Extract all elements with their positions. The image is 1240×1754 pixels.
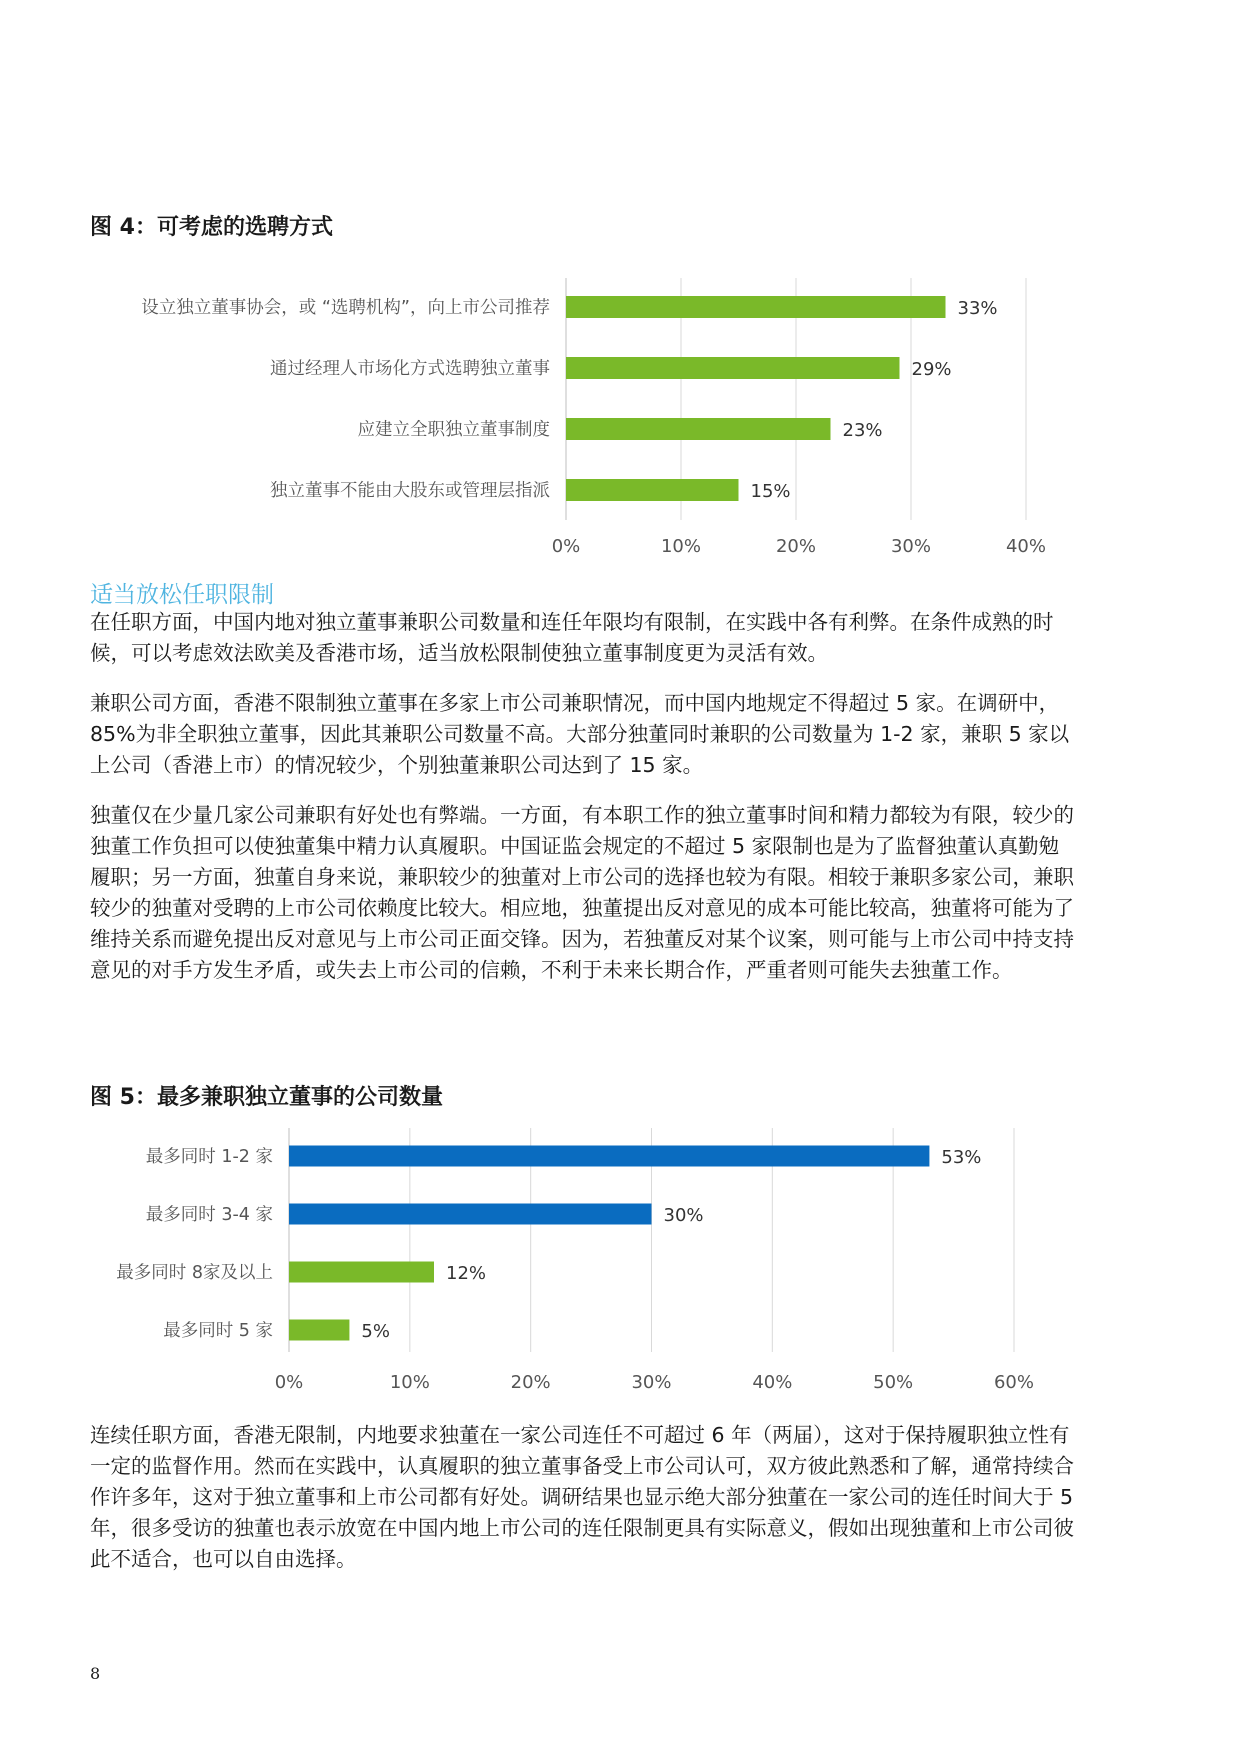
data-label: 30%	[663, 1205, 704, 1226]
section-heading: 适当放松任职限制	[90, 582, 274, 608]
data-label: 12%	[446, 1263, 487, 1284]
figure4-title: 图 4：可考虑的选聘方式	[90, 215, 333, 240]
x-tick-label: 30%	[631, 1372, 672, 1393]
x-tick-label: 40%	[1005, 536, 1047, 557]
bar	[566, 357, 900, 379]
bar	[566, 479, 739, 501]
data-label: 23%	[842, 420, 883, 441]
bar	[566, 418, 831, 440]
bar	[289, 1146, 929, 1167]
x-tick-label: 10%	[389, 1372, 430, 1393]
x-tick-label: 20%	[510, 1372, 551, 1393]
x-tick-label: 60%	[993, 1372, 1035, 1393]
figure5-chart	[0, 1120, 1240, 1420]
x-tick-label: 0%	[551, 536, 581, 557]
data-label: 29%	[911, 359, 952, 380]
figure4-chart	[0, 250, 1240, 570]
data-label: 15%	[750, 481, 791, 502]
x-tick-label: 10%	[660, 536, 702, 557]
category-label: 最多同时 8家及以上	[116, 1263, 273, 1283]
figure5-title: 图 5：最多兼职独立董事的公司数量	[90, 1085, 443, 1110]
category-label: 最多同时 1-2 家	[145, 1147, 273, 1167]
x-tick-label: 20%	[775, 536, 817, 557]
bar	[289, 1320, 349, 1341]
category-label: 通过经理人市场化方式选聘独立董事	[270, 359, 550, 379]
x-tick-label: 0%	[274, 1372, 304, 1393]
data-label: 33%	[957, 298, 998, 319]
paragraph-4: 连续任职方面，香港无限制，内地要求独董在一家公司连任不可超过 6 年（两届），这对于保持履职独立性有一定的监督作用。然而在实践中，认真履职的独立董事备受上市公司认可，双方彼此熟悉和了解，通常持续合作许多年，这对于独立董事和上市公司都有好处。调研结果也显示绝大部分独董在一家公司的连任时间大于 5 年，很多受访的独董也表示放宽在中国内地上市公司的连任限制更具有实际意义，假如出现独董和上市公司彼此不适合，也可以自由选择。	[90, 1423, 1074, 1571]
category-label: 最多同时 5 家	[163, 1321, 273, 1341]
paragraph-3: 独董仅在少量几家公司兼职有好处也有弊端。一方面，有本职工作的独立董事时间和精力都较为有限，较少的独董工作负担可以使独董集中精力认真履职。中国证监会规定的不超过 5 家限制也是为了监督独董认真勤勉履职；另一方面，独董自身来说，兼职较少的独董对上市公司的选择也较为有限。相较于兼职多家公司，兼职较少的独董对受聘的上市公司依赖度比较大。相应地，独董提出反对意见的成本可能比较高，独董将可能为了维持关系而避免提出反对意见与上市公司正面交锋。因为，若独董反对某个议案，则可能与上市公司中持支持意见的对手方发生矛盾，或失去上市公司的信赖，不利于未来长期合作，严重者则可能失去独董工作。	[90, 803, 1074, 982]
page-number: 8	[90, 1664, 101, 1683]
x-tick-label: 50%	[873, 1372, 914, 1393]
paragraph-2: 兼职公司方面，香港不限制独立董事在多家上市公司兼职情况，而中国内地规定不得超过 5 家。在调研中，85%为非全职独立董事，因此其兼职公司数量不高。大部分独董同时兼职的公司数量为 1-2 家，兼职 5 家以上公司（香港上市）的情况较少，个别独董兼职公司达到了 15 家。	[90, 691, 1070, 777]
x-tick-label: 30%	[890, 536, 932, 557]
bar	[289, 1204, 652, 1225]
x-tick-label: 40%	[752, 1372, 793, 1393]
paragraph-1: 在任职方面，中国内地对独立董事兼职公司数量和连任年限均有限制，在实践中各有利弊。在条件成熟的时候，可以考虑效法欧美及香港市场，适当放松限制使独立董事制度更为灵活有效。	[90, 610, 1054, 665]
category-label: 应建立全职独立董事制度	[357, 420, 550, 440]
data-label: 5%	[361, 1321, 390, 1342]
bar	[566, 296, 946, 318]
bar	[289, 1262, 434, 1283]
category-label: 独立董事不能由大股东或管理层指派	[270, 481, 550, 501]
category-label: 设立独立董事协会，或 “选聘机构”，向上市公司推荐	[141, 298, 550, 318]
data-label: 53%	[941, 1147, 982, 1168]
category-label: 最多同时 3-4 家	[145, 1205, 273, 1225]
